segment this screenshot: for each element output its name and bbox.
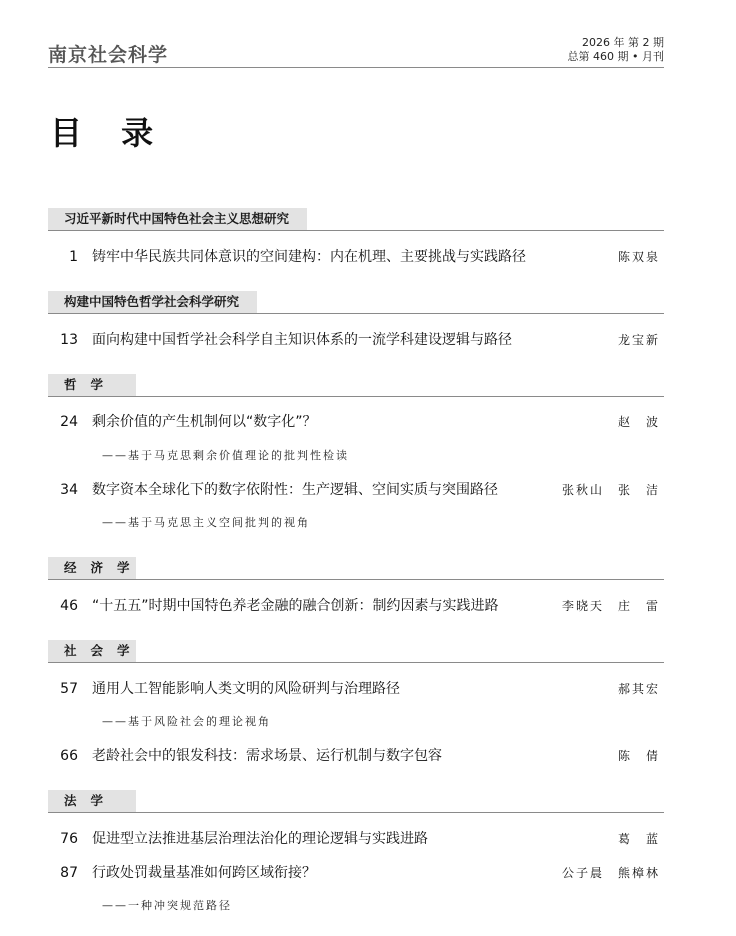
article-title[interactable]: “十五五”时期中国特色养老金融的融合创新：制约因素与实践进路 — [92, 598, 499, 614]
article-title[interactable]: 通用人工智能影响人类文明的风险研判与治理路径 — [92, 681, 400, 697]
article-title[interactable]: 剩余价值的产生机制何以“数字化”？ — [92, 414, 317, 430]
section-header — [48, 790, 664, 813]
toc-entry[interactable] — [48, 412, 664, 432]
section-header — [48, 374, 664, 397]
page-number: 34 — [60, 482, 78, 498]
article-author: 陈 倩 — [617, 749, 660, 763]
toc-title: 目 录 — [50, 114, 168, 152]
section-header — [48, 557, 664, 580]
article-author: 陈双泉 — [617, 250, 660, 264]
issue-total: 总第 460 期 • 月刊 — [567, 50, 664, 63]
page-number: 66 — [60, 748, 78, 764]
article-author: 郝其宏 — [617, 682, 660, 696]
article-subtitle: ——基于马克思剩余价值理论的批判性检读 — [102, 449, 349, 462]
page-number: 13 — [60, 332, 78, 348]
section-header — [48, 640, 664, 663]
section-label: 构建中国特色哲学社会科学研究 — [48, 291, 257, 313]
page-number: 1 — [69, 249, 78, 265]
toc-entry[interactable] — [48, 247, 664, 267]
article-title[interactable]: 数字资本全球化下的数字依附性：生产逻辑、空间实质与突围路径 — [92, 482, 498, 498]
page-number: 46 — [60, 598, 78, 614]
article-subtitle: ——一种冲突规范路径 — [102, 899, 232, 912]
page-number: 76 — [60, 831, 78, 847]
article-author: 葛 蓝 — [617, 832, 660, 846]
section-label: 哲学 — [48, 374, 136, 396]
article-subtitle: ——基于风险社会的理论视角 — [102, 715, 271, 728]
journal-title: 南京社会科学 — [48, 44, 169, 66]
toc-entry[interactable] — [48, 746, 664, 766]
issue-info — [568, 36, 664, 64]
article-title[interactable]: 老龄社会中的银发科技：需求场景、运行机制与数字包容 — [92, 748, 442, 764]
article-author: 公子晨 熊樟林 — [561, 866, 660, 880]
article-title[interactable]: 面向构建中国哲学社会科学自主知识体系的一流学科建设逻辑与路径 — [92, 332, 512, 348]
section-label: 习近平新时代中国特色社会主义思想研究 — [48, 208, 307, 230]
toc-entry[interactable] — [48, 330, 664, 350]
article-author: 李晓天 庄 雷 — [561, 599, 660, 613]
toc-entry[interactable] — [48, 596, 664, 616]
article-title[interactable]: 铸牢中华民族共同体意识的空间建构：内在机理、主要挑战与实践路径 — [92, 249, 526, 265]
toc-entry[interactable] — [48, 829, 664, 849]
article-author: 龙宝新 — [617, 333, 660, 347]
article-subtitle: ——基于马克思主义空间批判的视角 — [102, 516, 310, 529]
page-number: 87 — [60, 865, 78, 881]
page-number: 24 — [60, 414, 78, 430]
article-title[interactable]: 促进型立法推进基层治理法治化的理论逻辑与实践进路 — [92, 831, 428, 847]
section-header — [48, 291, 664, 314]
issue-number: 2026 年 第 2 期 — [582, 36, 664, 49]
section-label: 法学 — [48, 790, 136, 812]
toc-entry[interactable] — [48, 679, 664, 699]
article-title[interactable]: 行政处罚裁量基准如何跨区域衔接？ — [92, 865, 316, 881]
section-label: 经济学 — [48, 557, 136, 579]
toc-entry[interactable] — [48, 863, 664, 883]
page-header — [48, 34, 664, 68]
page-number: 57 — [60, 681, 78, 697]
section-label: 社会学 — [48, 640, 136, 662]
toc-entry[interactable] — [48, 480, 664, 500]
section-header — [48, 208, 664, 231]
article-author: 张秋山 张 洁 — [561, 483, 660, 497]
article-author: 赵 波 — [617, 415, 660, 429]
